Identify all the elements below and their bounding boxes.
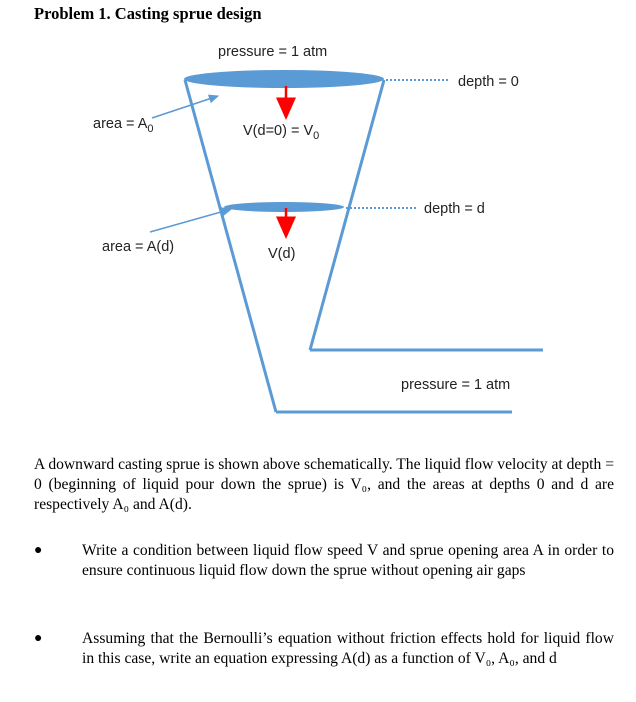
bullet-icon: ● <box>34 543 43 558</box>
top-opening-ellipse <box>184 70 384 88</box>
velocity-top-text: V(d=0) = V <box>243 123 314 139</box>
depth-d-ellipse <box>224 202 344 212</box>
question-text-2: Assuming that the Bernoulli’s equation without friction effects hold for liquid flow in this case, write an equation expressing A(d) as a function of V₀, A₀, and d <box>82 630 614 667</box>
area-d-pointer-arrow <box>150 210 228 232</box>
velocity-d-label: V(d) <box>268 246 296 262</box>
question-item-1 <box>34 541 614 581</box>
question-item-2 <box>34 629 614 669</box>
depth-zero-label: depth = 0 <box>458 74 519 90</box>
depth-d-label: depth = d <box>424 201 485 217</box>
bullet-icon: ● <box>34 631 43 646</box>
area-top-subscript: 0 <box>147 123 154 135</box>
velocity-top-subscript: 0 <box>313 130 320 142</box>
question-text-1: Write a condition between liquid flow speed V and sprue opening area A in order to ensure continuous liquid flow down the sprue without opening air gaps <box>82 542 614 579</box>
area-top-label <box>93 116 154 135</box>
question-list-1 <box>34 541 614 581</box>
question-list-2 <box>34 629 614 669</box>
pressure-top-label: pressure = 1 atm <box>218 44 328 60</box>
sprue-right-wall <box>310 80 384 350</box>
area-top-pointer-arrow <box>152 97 215 118</box>
problem-title: Problem 1. Casting sprue design <box>34 4 262 23</box>
problem-description: A downward casting sprue is shown above schematically. The liquid flow velocity at depth = 0 (beginning of liquid pour down the sprue) is V₀, and the areas at depths 0 and d are respectively A₀ and A(d). <box>34 456 614 513</box>
area-top-text: area = A <box>93 116 148 132</box>
pressure-bottom-label: pressure = 1 atm <box>401 377 511 393</box>
velocity-top-label <box>243 123 319 142</box>
area-d-label: area = A(d) <box>102 239 175 255</box>
